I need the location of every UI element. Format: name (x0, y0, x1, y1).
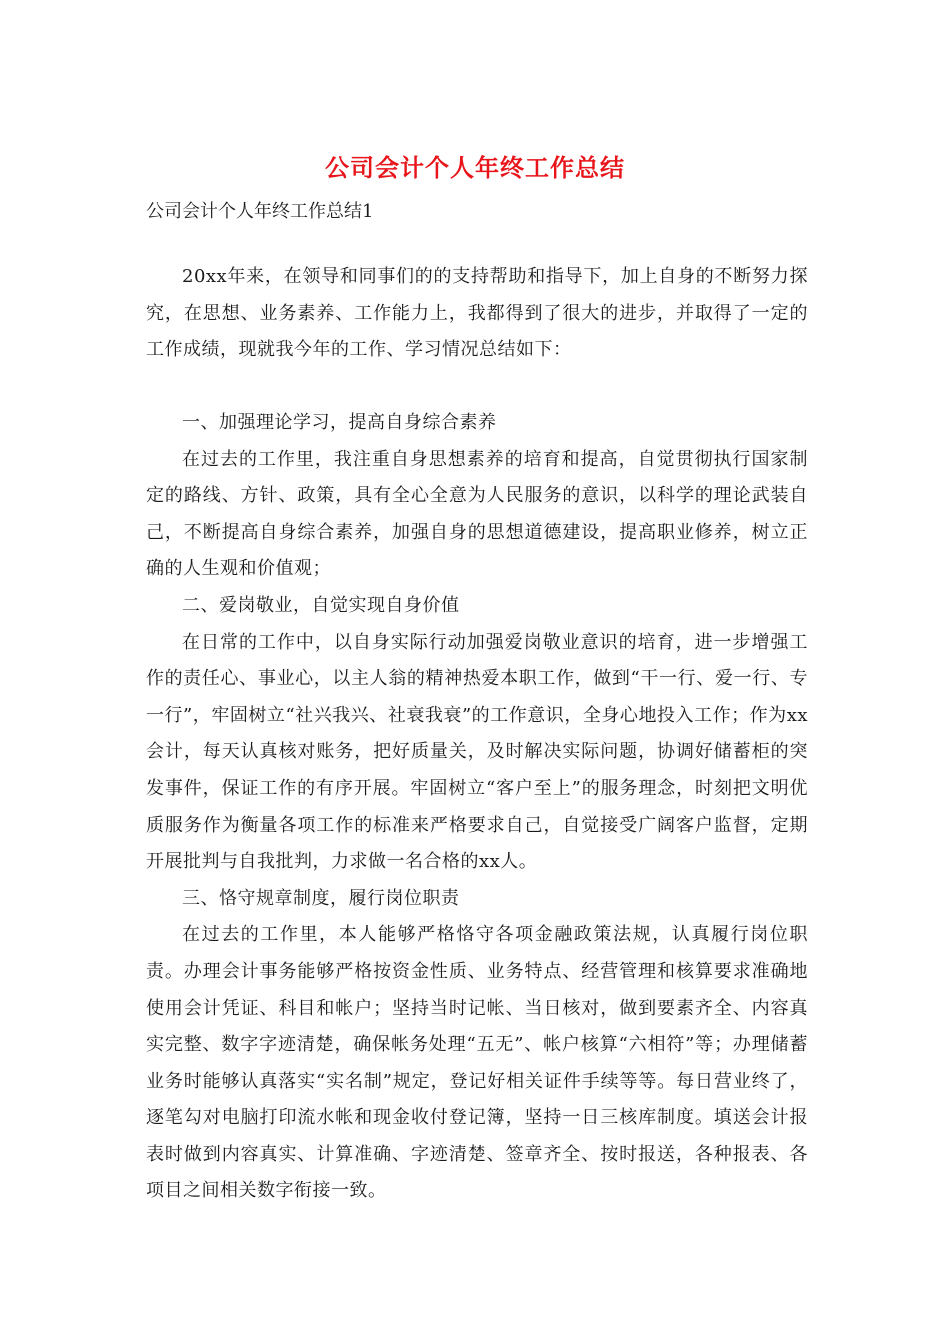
section-heading-1: 一、加强理论学习，提高自身综合素养 (182, 412, 497, 433)
section-paragraph-2: 在日常的工作中，以自身实际行动加强爱岗敬业意识的培育，进一步增强工作的责任心、事业心，以主人翁的精神热爱本职工作，做到“干一行、爱一行、专一行”，牢固树立“社兴我兴、社衰我衰”的工作意识，全身心地投入工作；作为xx会计，每天认真核对账务，把好质量关，及时解决实际问题，协调好储蓄柜的突发事件，保证工作的有序开展。牢固树立“客户至上”的服务理念，时刻把文明优质服务作为衡量各项工作的标准来严格要求自己，自觉接受广阔客户监督，定期开展批判与自我批判，力求做一名合格的xx人。 (146, 631, 808, 873)
section-heading-2: 二、爱岗敬业，自觉实现自身价值 (182, 594, 460, 616)
intro-block (146, 259, 808, 369)
section-heading-3: 三、恪守规章制度，履行岗位职责 (182, 887, 460, 909)
section-paragraph-3: 在过去的工作里，本人能够严格恪守各项金融政策法规，认真履行岗位职责。办理会计事务能够严格按资金性质、业务特点、经营管理和核算要求准确地使用会计凭证、科目和帐户；坚持当时记帐、当日核对，做到要素齐全、内容真实完整、数字字迹清楚，确保帐务处理“五无”、帐户核算“六相符”等；办理储蓄业务时能够认真落实“实名制”规定，登记好相关证件手续等等。每日营业终了，逐笔勾对电脑打印流水帐和现金收付登记簿，坚持一日三核库制度。填送会计报表时做到内容真实、计算准确、字迹清楚、签章齐全、按时报送，各种报表、各项目之间相关数字衔接一致。 (146, 924, 808, 1202)
document-title: 公司会计个人年终工作总结 (325, 153, 625, 182)
sections-block (146, 405, 808, 1210)
intro-paragraph: 20xx年来，在领导和同事们的的支持帮助和指导下，加上自身的不断努力探究，在思想、业务素养、工作能力上，我都得到了很大的进步，并取得了一定的工作成绩，现就我今年的工作、学习情况总结如下： (146, 266, 808, 361)
document-subtitle: 公司会计个人年终工作总结1 (146, 201, 374, 222)
section-paragraph-1: 在过去的工作里，我注重自身思想素养的培育和提高，自觉贯彻执行国家制定的路线、方针、政策，具有全心全意为人民服务的意识，以科学的理论武装自己，不断提高自身综合素养，加强自身的思想道德建设，提高职业修养，树立正确的人生观和价值观； (146, 448, 808, 580)
